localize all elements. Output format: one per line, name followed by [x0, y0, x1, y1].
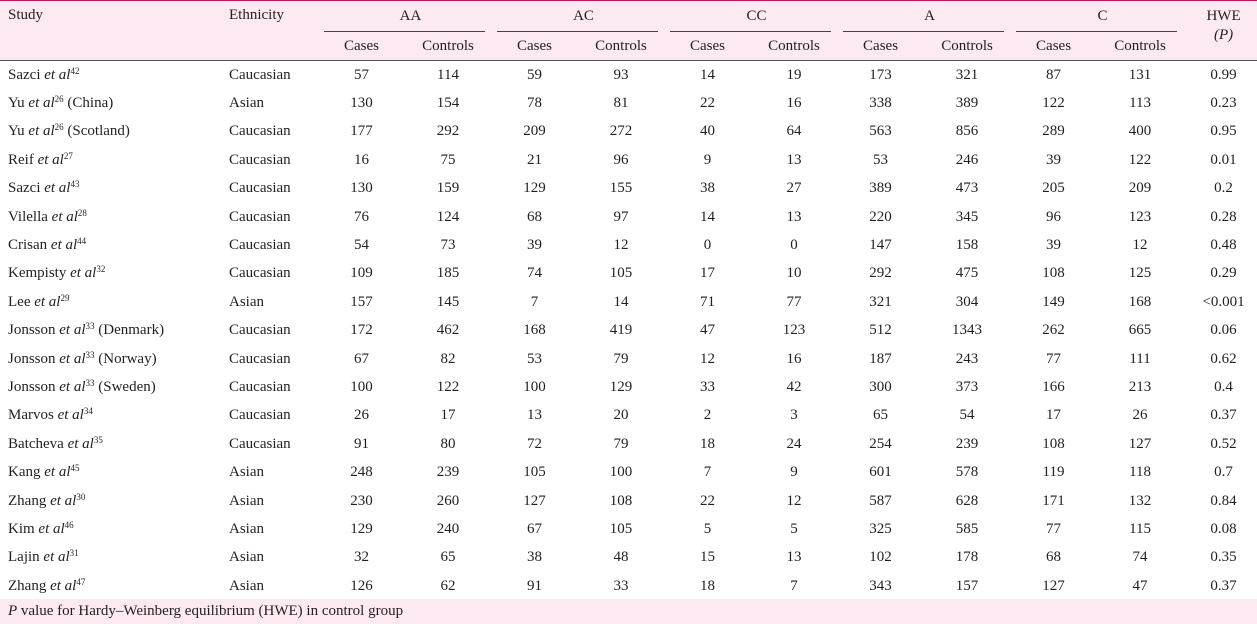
- count-cell: 33: [613, 577, 629, 594]
- count-cell: 67: [527, 520, 543, 537]
- table-row: [0, 288, 1257, 316]
- hwe-cell: 0.37: [1210, 577, 1237, 594]
- footnote-p: P: [8, 603, 18, 619]
- count-cell: 272: [609, 123, 633, 140]
- count-cell: 304: [955, 293, 979, 310]
- count-cell: 262: [1042, 322, 1065, 339]
- count-cell: 18: [700, 577, 716, 594]
- count-cell: 248: [350, 464, 373, 481]
- count-cell: 62: [440, 577, 456, 594]
- study-cell: Kempisty et $al^{32}$: [8, 264, 106, 282]
- count-cell: 17: [700, 265, 716, 282]
- count-cell: 130: [350, 95, 373, 112]
- count-cell: 2: [703, 407, 712, 424]
- count-cell: 563: [869, 123, 892, 140]
- count-cell: 123: [1128, 208, 1152, 225]
- study-cell: Jonsson et $al^{33}$ (Sweden): [8, 377, 156, 395]
- count-cell: 1343: [952, 322, 983, 339]
- count-cell: 187: [869, 350, 892, 367]
- count-cell: 77: [1046, 520, 1062, 537]
- ethnicity-cell: Caucasian: [229, 180, 291, 197]
- count-cell: 205: [1042, 180, 1065, 197]
- ethnicity-cell: Asian: [229, 293, 264, 310]
- footnote-text: value for Hardy–Weinberg equilibrium (HWE) in control group: [17, 603, 404, 619]
- ethnicity-cell: Caucasian: [229, 350, 291, 367]
- count-cell: 7: [703, 464, 712, 481]
- count-cell: 72: [527, 435, 543, 452]
- count-cell: 345: [955, 208, 979, 225]
- count-cell: 166: [1042, 378, 1065, 395]
- count-cell: 10: [786, 265, 802, 282]
- header-group-c: C: [1016, 1, 1189, 32]
- count-cell: 79: [613, 350, 629, 367]
- count-cell: 75: [440, 151, 456, 168]
- hwe-cell: 0.08: [1210, 520, 1237, 537]
- study-cell: Reif et $al^{27}$: [8, 150, 73, 168]
- count-cell: 9: [703, 151, 712, 168]
- count-cell: 14: [670, 61, 745, 90]
- table-row: [0, 118, 1257, 146]
- footnote: [0, 599, 1257, 624]
- study-cell: Yu et $al^{26}$ (China): [8, 94, 114, 112]
- study-cell: Kang et $al^{45}$: [8, 463, 80, 481]
- count-cell: 5: [790, 520, 798, 537]
- count-cell: 213: [1128, 378, 1152, 395]
- study-cell: Batcheva et $al^{35}$: [8, 434, 103, 452]
- count-cell: 97: [613, 208, 629, 225]
- count-cell: 129: [350, 520, 373, 537]
- count-cell: 243: [955, 350, 979, 367]
- ethnicity-cell: Asian: [229, 577, 264, 594]
- count-cell: 108: [1042, 435, 1065, 452]
- count-cell: 38: [527, 549, 543, 566]
- header-controls: Controls: [1114, 37, 1166, 54]
- table-row: [0, 458, 1257, 486]
- study-cell: Jonsson et $al^{33}$ (Norway): [8, 349, 157, 367]
- count-cell: 856: [955, 123, 979, 140]
- ethnicity-cell: Caucasian: [229, 378, 291, 395]
- count-cell: 42: [786, 378, 802, 395]
- count-cell: 145: [436, 293, 460, 310]
- count-cell: 47: [1132, 577, 1148, 594]
- table-row: [0, 345, 1257, 373]
- count-cell: 115: [1129, 520, 1152, 537]
- count-cell: 209: [523, 123, 546, 140]
- count-cell: 122: [436, 378, 460, 395]
- count-cell: 159: [436, 180, 460, 197]
- count-cell: 122: [1042, 95, 1065, 112]
- study-cell: Lee et $al^{29}$: [8, 292, 70, 310]
- table-row: [0, 203, 1257, 231]
- hwe-cell: 0.28: [1210, 208, 1237, 225]
- count-cell: 108: [609, 492, 633, 509]
- study-cell: Jonsson et $al^{33}$ (Denmark): [8, 321, 165, 339]
- study-cell: Yu et $al^{26}$ (Scotland): [8, 122, 130, 140]
- hwe-cell: 0.95: [1210, 123, 1237, 140]
- ethnicity-cell: Caucasian: [229, 407, 291, 424]
- count-cell: 173: [843, 61, 918, 90]
- count-cell: 24: [786, 435, 802, 452]
- count-cell: 53: [873, 151, 889, 168]
- count-cell: 39: [527, 237, 543, 254]
- count-cell: 22: [700, 95, 716, 112]
- count-cell: 38: [700, 180, 716, 197]
- table-row: [0, 373, 1257, 401]
- header-hwe: HWE (P): [1206, 8, 1241, 43]
- study-cell: Lajin et $al^{31}$: [8, 548, 79, 566]
- count-cell: 111: [1129, 350, 1151, 367]
- count-cell: 91: [527, 577, 543, 594]
- hwe-cell: 0.01: [1210, 151, 1237, 168]
- count-cell: 96: [1046, 208, 1062, 225]
- count-cell: 105: [609, 520, 633, 537]
- count-cell: 419: [609, 322, 633, 339]
- count-cell: 171: [1042, 492, 1065, 509]
- count-cell: 40: [700, 123, 716, 140]
- count-cell: 512: [869, 322, 892, 339]
- ethnicity-cell: Asian: [229, 492, 264, 509]
- count-cell: 102: [869, 549, 892, 566]
- count-cell: 114: [399, 61, 497, 90]
- count-cell: 48: [613, 549, 629, 566]
- count-cell: 9: [790, 464, 798, 481]
- count-cell: 178: [955, 549, 979, 566]
- header-controls: Controls: [595, 37, 647, 54]
- count-cell: 81: [613, 95, 629, 112]
- count-cell: 77: [1046, 350, 1062, 367]
- count-cell: 147: [869, 237, 892, 254]
- header-group-a: A: [843, 1, 1016, 32]
- header-controls: Controls: [768, 37, 820, 54]
- count-cell: 87: [1016, 61, 1091, 90]
- count-cell: 65: [873, 407, 889, 424]
- hwe-cell: <0.001: [1202, 293, 1245, 310]
- count-cell: 14: [613, 293, 629, 310]
- count-cell: 18: [700, 435, 716, 452]
- count-cell: 67: [354, 350, 369, 367]
- count-cell: 100: [350, 378, 373, 395]
- count-cell: 254: [869, 435, 892, 452]
- count-cell: 321: [918, 61, 1016, 90]
- count-cell: 68: [1046, 549, 1062, 566]
- count-cell: 585: [955, 520, 979, 537]
- header-controls: Controls: [422, 37, 474, 54]
- ethnicity-cell: Caucasian: [229, 237, 291, 254]
- count-cell: 78: [527, 95, 543, 112]
- count-cell: 16: [786, 350, 802, 367]
- count-cell: 220: [869, 208, 892, 225]
- count-cell: 475: [955, 265, 979, 282]
- ethnicity-cell: Caucasian: [226, 61, 324, 90]
- count-cell: 462: [436, 322, 460, 339]
- count-cell: 108: [1042, 265, 1065, 282]
- header-ethnicity: Ethnicity: [229, 7, 284, 23]
- count-cell: 321: [869, 293, 892, 310]
- count-cell: 578: [955, 464, 979, 481]
- count-cell: 57: [324, 61, 399, 90]
- ethnicity-cell: Asian: [229, 95, 264, 112]
- count-cell: 13: [527, 407, 543, 424]
- count-cell: 300: [869, 378, 892, 395]
- count-cell: 239: [955, 435, 979, 452]
- count-cell: 39: [1046, 237, 1062, 254]
- count-cell: 39: [1046, 151, 1062, 168]
- count-cell: 20: [613, 407, 629, 424]
- count-cell: 65: [440, 549, 456, 566]
- table-row: [0, 61, 1257, 90]
- study-cell: Zhang et $al^{30}$: [8, 491, 86, 509]
- hwe-cell: 0.52: [1210, 435, 1237, 452]
- count-cell: 80: [440, 435, 456, 452]
- table-row: [0, 544, 1257, 572]
- count-cell: 209: [1128, 180, 1152, 197]
- table-row: [0, 317, 1257, 345]
- study-cell: Kim et $al^{46}$: [8, 519, 74, 537]
- count-cell: 130: [350, 180, 373, 197]
- count-cell: 12: [700, 350, 716, 367]
- hwe-cell: 0.2: [1214, 180, 1233, 197]
- count-cell: 240: [436, 520, 460, 537]
- count-cell: 73: [440, 237, 456, 254]
- hwe-cell: 0.37: [1210, 407, 1237, 424]
- count-cell: 16: [786, 95, 802, 112]
- count-cell: 3: [790, 407, 798, 424]
- count-cell: 100: [523, 378, 546, 395]
- count-cell: 77: [786, 293, 802, 310]
- count-cell: 96: [613, 151, 629, 168]
- count-cell: 129: [609, 378, 633, 395]
- count-cell: 54: [959, 407, 975, 424]
- study-cell: Crisan et $al^{44}$: [8, 236, 87, 254]
- count-cell: 47: [700, 322, 716, 339]
- header-study: Study: [8, 7, 44, 23]
- table-row: [0, 402, 1257, 430]
- count-cell: 13: [786, 549, 802, 566]
- hwe-cell: 0.29: [1210, 265, 1237, 282]
- count-cell: 12: [1132, 237, 1148, 254]
- count-cell: 338: [869, 95, 892, 112]
- ethnicity-cell: Asian: [229, 464, 264, 481]
- header-group-cc: CC: [670, 1, 843, 32]
- count-cell: 33: [700, 378, 716, 395]
- count-cell: 113: [1129, 95, 1152, 112]
- count-cell: 400: [1128, 123, 1152, 140]
- count-cell: 325: [869, 520, 892, 537]
- table-row: [0, 89, 1257, 117]
- count-cell: 149: [1042, 293, 1065, 310]
- count-cell: 125: [1128, 265, 1152, 282]
- count-cell: 0: [790, 237, 798, 254]
- count-cell: 26: [1132, 407, 1148, 424]
- count-cell: 628: [955, 492, 979, 509]
- count-cell: 157: [955, 577, 979, 594]
- count-cell: 93: [572, 61, 670, 90]
- hwe-cell: 0.84: [1210, 492, 1237, 509]
- count-cell: 155: [609, 180, 633, 197]
- count-cell: 7: [790, 577, 798, 594]
- count-cell: 289: [1042, 123, 1065, 140]
- ethnicity-cell: Asian: [229, 549, 264, 566]
- count-cell: 17: [440, 407, 456, 424]
- count-cell: 79: [613, 435, 629, 452]
- study-cell: Vilella et $al^{28}$: [8, 207, 87, 225]
- count-cell: 124: [436, 208, 460, 225]
- ethnicity-cell: Caucasian: [229, 435, 291, 452]
- count-cell: 68: [527, 208, 543, 225]
- count-cell: 64: [786, 123, 802, 140]
- count-cell: 53: [527, 350, 543, 367]
- count-cell: 14: [700, 208, 716, 225]
- count-cell: 26: [354, 407, 369, 424]
- hwe-cell: 0.48: [1210, 237, 1237, 254]
- hwe-cell: 0.99: [1189, 61, 1257, 90]
- table-row: [0, 430, 1257, 458]
- header-group-ac: AC: [497, 1, 670, 32]
- count-cell: 32: [354, 549, 369, 566]
- count-cell: 177: [350, 123, 373, 140]
- header-cases: Cases: [517, 37, 553, 54]
- count-cell: 389: [955, 95, 979, 112]
- count-cell: 389: [869, 180, 892, 197]
- hwe-cell: 0.06: [1210, 322, 1237, 339]
- count-cell: 74: [527, 265, 543, 282]
- count-cell: 71: [700, 293, 716, 310]
- hwe-cell: 0.4: [1214, 378, 1233, 395]
- hwe-cell: 0.7: [1214, 464, 1233, 481]
- genotype-table: [0, 1, 1257, 600]
- count-cell: 473: [955, 180, 979, 197]
- count-cell: 343: [869, 577, 892, 594]
- count-cell: 74: [1132, 549, 1148, 566]
- count-cell: 127: [1128, 435, 1152, 452]
- count-cell: 27: [786, 180, 802, 197]
- count-cell: 168: [1128, 293, 1152, 310]
- count-cell: 158: [955, 237, 979, 254]
- study-cell: Sazci et $al^{42}$: [0, 61, 226, 90]
- study-cell: Zhang et $al^{47}$: [8, 576, 86, 594]
- count-cell: 292: [436, 123, 460, 140]
- count-cell: 665: [1128, 322, 1152, 339]
- count-cell: 601: [869, 464, 892, 481]
- count-cell: 373: [955, 378, 979, 395]
- count-cell: 0: [703, 237, 712, 254]
- count-cell: 172: [350, 322, 373, 339]
- table-row: [0, 175, 1257, 203]
- header-group-aa: AA: [324, 1, 497, 32]
- count-cell: 118: [1129, 464, 1152, 481]
- table-body: [0, 61, 1257, 601]
- table-row: [0, 515, 1257, 543]
- count-cell: 59: [497, 61, 572, 90]
- count-cell: 16: [354, 151, 369, 168]
- table-row: [0, 146, 1257, 174]
- ethnicity-cell: Caucasian: [229, 151, 291, 168]
- count-cell: 105: [523, 464, 546, 481]
- count-cell: 123: [782, 322, 806, 339]
- study-cell: Sazci et $al^{43}$: [8, 179, 80, 197]
- header-cases: Cases: [863, 37, 899, 54]
- count-cell: 239: [436, 464, 460, 481]
- count-cell: 260: [436, 492, 460, 509]
- count-cell: 246: [955, 151, 979, 168]
- count-cell: 82: [440, 350, 456, 367]
- count-cell: 131: [1091, 61, 1189, 90]
- count-cell: 126: [350, 577, 373, 594]
- ethnicity-cell: Caucasian: [229, 322, 291, 339]
- count-cell: 21: [527, 151, 543, 168]
- count-cell: 122: [1128, 151, 1152, 168]
- count-cell: 17: [1046, 407, 1062, 424]
- hwe-cell: 0.62: [1210, 350, 1237, 367]
- ethnicity-cell: Caucasian: [229, 265, 291, 282]
- count-cell: 129: [523, 180, 546, 197]
- header-controls: Controls: [941, 37, 993, 54]
- header-cases: Cases: [1036, 37, 1072, 54]
- count-cell: 15: [700, 549, 716, 566]
- count-cell: 132: [1128, 492, 1152, 509]
- count-cell: 12: [613, 237, 629, 254]
- ethnicity-cell: Caucasian: [229, 208, 291, 225]
- count-cell: 19: [745, 61, 843, 90]
- count-cell: 54: [354, 237, 369, 254]
- count-cell: 292: [869, 265, 892, 282]
- count-cell: 119: [1042, 464, 1065, 481]
- table-row: [0, 260, 1257, 288]
- count-cell: 13: [786, 208, 802, 225]
- count-cell: 127: [1042, 577, 1065, 594]
- count-cell: 13: [786, 151, 802, 168]
- count-cell: 157: [350, 293, 373, 310]
- count-cell: 12: [786, 492, 802, 509]
- hwe-cell: 0.35: [1210, 549, 1237, 566]
- count-cell: 100: [609, 464, 633, 481]
- count-cell: 76: [354, 208, 369, 225]
- table-row: [0, 487, 1257, 515]
- count-cell: 91: [354, 435, 369, 452]
- count-cell: 105: [609, 265, 633, 282]
- ethnicity-cell: Caucasian: [229, 123, 291, 140]
- count-cell: 22: [700, 492, 716, 509]
- count-cell: 154: [436, 95, 460, 112]
- count-cell: 587: [869, 492, 892, 509]
- count-cell: 185: [436, 265, 460, 282]
- count-cell: 5: [703, 520, 712, 537]
- count-cell: 109: [350, 265, 373, 282]
- header-cases: Cases: [690, 37, 726, 54]
- count-cell: 127: [523, 492, 546, 509]
- ethnicity-cell: Asian: [229, 520, 264, 537]
- table-header: [0, 1, 1257, 61]
- table-row: [0, 231, 1257, 259]
- count-cell: 168: [523, 322, 546, 339]
- table-row: [0, 572, 1257, 600]
- hwe-cell: 0.23: [1210, 95, 1237, 112]
- study-cell: Marvos et $al^{34}$: [8, 406, 93, 424]
- count-cell: 7: [530, 293, 539, 310]
- header-cases: Cases: [344, 37, 379, 54]
- count-cell: 230: [350, 492, 373, 509]
